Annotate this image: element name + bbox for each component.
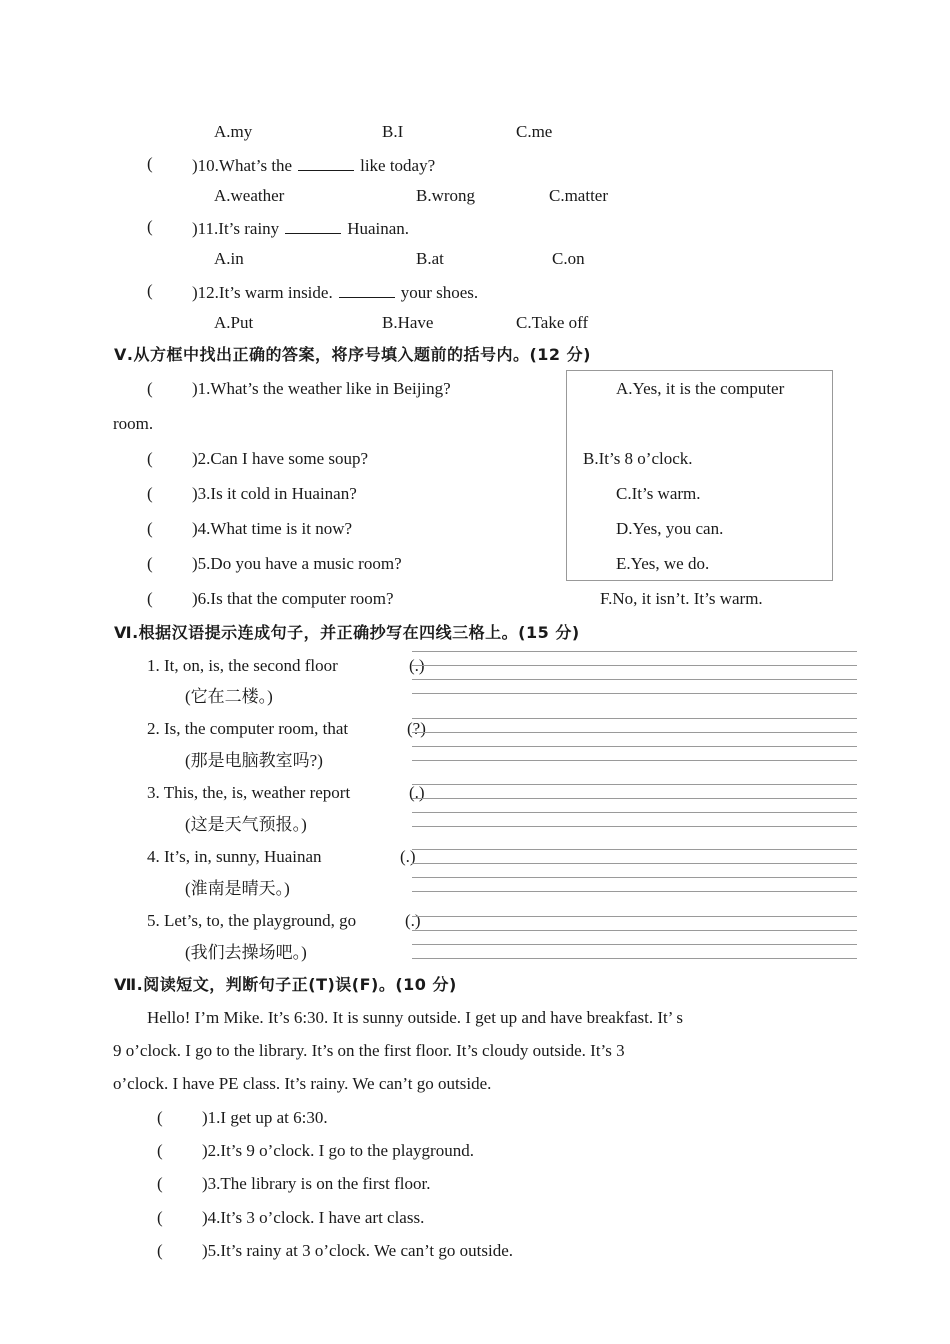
s6-item2-words: 2. Is, the computer room, that <box>147 719 349 738</box>
s6-item1-hint: (它在二楼。) <box>185 687 273 706</box>
s7-q2-text: )2.It’s 9 o’clock. I go to the playground. <box>202 1141 474 1160</box>
s7-q5-text: )5.It’s rainy at 3 o’clock. We can’t go outside. <box>202 1241 514 1260</box>
s7-q3-paren[interactable]: ( <box>157 1174 163 1193</box>
s6-item1-punct: (.) <box>409 656 425 675</box>
s6-item3-hint: (这是天气预报。) <box>185 815 307 834</box>
s5-answer-a-wrap: room. <box>113 414 154 433</box>
s5-q1-text: )1.What’s the weather like in Beijing? <box>192 379 451 398</box>
q11-option-c: C.on <box>552 249 585 268</box>
writing-lines-4[interactable] <box>412 849 857 892</box>
s6-item4-words: 4. It’s, in, sunny, Huainan <box>147 847 322 866</box>
answer-box <box>566 370 833 581</box>
q10-tail: like today? <box>360 156 436 175</box>
s5-q4-text: )4.What time is it now? <box>192 519 353 538</box>
q12-blank[interactable] <box>339 281 395 298</box>
s7-q1-text: )1.I get up at 6:30. <box>202 1108 328 1127</box>
s6-item1-words: 1. It, on, is, the second floor <box>147 656 338 675</box>
section-6-heading: Ⅵ.根据汉语提示连成句子，并正确抄写在四线三格上。(15 分) <box>114 623 580 642</box>
writing-lines-1[interactable] <box>412 651 857 694</box>
s6-item5-hint: (我们去操场吧。) <box>185 943 307 962</box>
q11-tail: Huainan. <box>347 219 410 238</box>
s5-q5-paren[interactable]: ( <box>147 554 153 573</box>
section-5-heading: Ⅴ.从方框中找出正确的答案，将序号填入题前的括号内。(12 分) <box>114 345 591 364</box>
s6-item4-hint: (淮南是晴天。) <box>185 879 290 898</box>
q11-blank[interactable] <box>285 217 341 234</box>
q12-option-a: A.Put <box>214 313 254 332</box>
s7-q5-paren[interactable]: ( <box>157 1241 163 1260</box>
q12-option-c: C.Take off <box>516 313 589 332</box>
s6-item2-hint: (那是电脑教室吗?) <box>185 751 323 770</box>
s5-q3-text: )3.Is it cold in Huainan? <box>192 484 357 503</box>
s5-q6-text: )6.Is that the computer room? <box>192 589 394 608</box>
q12-stem: )12.It’s warm inside. <box>192 283 333 302</box>
q10-option-a: A.weather <box>214 186 285 205</box>
passage-line-2: 9 o’clock. I go to the library. It’s on the first floor. It’s cloudy outside. It’s 3 <box>113 1041 625 1060</box>
s6-item5-words: 5. Let’s, to, the playground, go <box>147 911 357 930</box>
q11-question <box>192 217 409 239</box>
q11-stem: )11.It’s rainy <box>192 219 280 238</box>
q10-stem: )10.What’s the <box>192 156 293 175</box>
s6-item4-punct: (.) <box>400 847 416 866</box>
q10-answer-paren[interactable]: ( <box>147 154 153 173</box>
q9-option-c: C.me <box>516 122 553 141</box>
s7-q1-paren[interactable]: ( <box>157 1108 163 1127</box>
writing-lines-3[interactable] <box>412 784 857 827</box>
passage-line-1: Hello! I’m Mike. It’s 6:30. It is sunny outside. I get up and have breakfast. It’ s <box>147 1008 684 1027</box>
s6-item2-punct: (?) <box>407 719 426 738</box>
s5-answer-a: A.Yes, it is the computer <box>616 379 785 398</box>
s5-answer-b: B.It’s 8 o’clock. <box>583 449 693 468</box>
s5-answer-d: D.Yes, you can. <box>616 519 724 538</box>
s7-q4-paren[interactable]: ( <box>157 1208 163 1227</box>
writing-lines-5[interactable] <box>412 916 857 959</box>
q10-option-c: C.matter <box>549 186 609 205</box>
q10-blank[interactable] <box>298 154 354 171</box>
s7-q3-text: )3.The library is on the first floor. <box>202 1174 431 1193</box>
q12-answer-paren[interactable]: ( <box>147 281 153 300</box>
s5-q2-paren[interactable]: ( <box>147 449 153 468</box>
writing-lines-2[interactable] <box>412 718 857 761</box>
s6-item3-punct: (.) <box>409 783 425 802</box>
q11-option-a: A.in <box>214 249 244 268</box>
s5-answer-f: F.No, it isn’t. It’s warm. <box>600 589 763 608</box>
s6-item3-words: 3. This, the, is, weather report <box>147 783 351 802</box>
q12-option-b: B.Have <box>382 313 434 332</box>
q9-option-b: B.I <box>382 122 404 141</box>
q11-option-b: B.at <box>416 249 444 268</box>
q12-question <box>192 281 478 303</box>
s7-q4-text: )4.It’s 3 o’clock. I have art class. <box>202 1208 425 1227</box>
s7-q2-paren[interactable]: ( <box>157 1141 163 1160</box>
section-7-heading: Ⅶ.阅读短文，判断句子正(T)误(F)。(10 分) <box>114 975 457 994</box>
q9-option-a: A.my <box>214 122 253 141</box>
s5-q3-paren[interactable]: ( <box>147 484 153 503</box>
s5-answer-c: C.It’s warm. <box>616 484 701 503</box>
s6-item5-punct: (.) <box>405 911 421 930</box>
s5-q2-text: )2.Can I have some soup? <box>192 449 369 468</box>
q10-option-b: B.wrong <box>416 186 476 205</box>
passage-line-3: o’clock. I have PE class. It’s rainy. We can’t go outside. <box>113 1074 492 1093</box>
s5-q6-paren[interactable]: ( <box>147 589 153 608</box>
s5-q1-paren[interactable]: ( <box>147 379 153 398</box>
s5-answer-e: E.Yes, we do. <box>616 554 710 573</box>
s5-q5-text: )5.Do you have a music room? <box>192 554 402 573</box>
s5-q4-paren[interactable]: ( <box>147 519 153 538</box>
q12-tail: your shoes. <box>400 283 479 302</box>
q10-question <box>192 154 435 176</box>
q11-answer-paren[interactable]: ( <box>147 217 153 236</box>
